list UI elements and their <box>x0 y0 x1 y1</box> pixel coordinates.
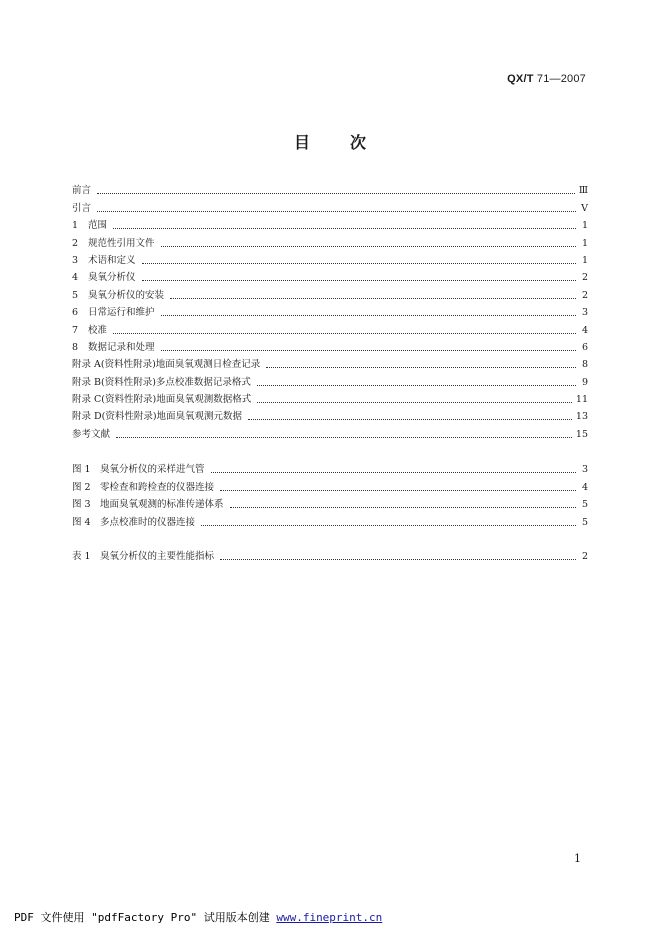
toc-entry-label: 臭氧分析仪的安装 <box>88 289 165 301</box>
toc-entry-number: 表 1 <box>72 551 91 563</box>
figure-entry[interactable] <box>72 494 588 511</box>
toc-entry[interactable] <box>72 389 588 406</box>
toc-entry[interactable] <box>72 354 588 371</box>
toc-entry-label: 多点校准时的仪器连接 <box>100 516 196 528</box>
toc-entry-page: Ⅴ <box>581 202 588 214</box>
dot-leader <box>211 471 576 473</box>
dot-leader <box>220 489 576 491</box>
dot-leader <box>142 279 576 281</box>
dot-leader <box>161 349 576 351</box>
toc-figures-list <box>72 459 588 529</box>
dot-leader <box>257 384 576 386</box>
dot-leader <box>113 227 576 229</box>
dot-leader <box>97 192 575 194</box>
dot-leader <box>220 558 576 560</box>
toc-entry-label: 臭氧分析仪 <box>88 272 136 284</box>
toc-entry-number: 8 <box>72 341 79 353</box>
toc-entry-number: 4 <box>72 272 79 284</box>
toc-entry-page: 1 <box>581 254 588 266</box>
toc-entry-number: 2 <box>72 237 79 249</box>
toc-entry[interactable] <box>72 319 588 336</box>
toc-entry-number: 3 <box>72 254 79 266</box>
toc-entry-page: 4 <box>581 481 588 493</box>
toc-entry-label: 前言 <box>72 185 92 197</box>
document-code <box>507 73 586 85</box>
toc-entry[interactable] <box>72 197 588 214</box>
title-char-1: 目 <box>293 133 312 152</box>
toc-entry-label: 臭氧分析仪的主要性能指标 <box>100 551 215 563</box>
figure-entry[interactable] <box>72 476 588 493</box>
toc-entry[interactable] <box>72 250 588 267</box>
toc-entry-page: 5 <box>581 499 588 511</box>
toc-entry[interactable] <box>72 267 588 284</box>
dot-leader <box>230 506 576 508</box>
toc-entry-label: 参考文献 <box>72 428 111 440</box>
toc-entry[interactable] <box>72 232 588 249</box>
toc-entry-page: 2 <box>581 272 588 284</box>
toc-entry[interactable] <box>72 302 588 319</box>
toc-entry[interactable] <box>72 337 588 354</box>
toc-entry[interactable] <box>72 284 588 301</box>
toc-entry-label: 零检查和跨检查的仪器连接 <box>100 481 215 493</box>
footer-link[interactable]: www.fineprint.cn <box>276 911 383 924</box>
toc-entry-page: 1 <box>581 237 588 249</box>
toc-entry-label: 附录 B(资料性附录)多点校准数据记录格式 <box>72 376 251 388</box>
toc-entry-label: 日常运行和维护 <box>88 307 155 319</box>
standard-number: 71—2007 <box>536 73 586 85</box>
toc-entry-number: 图 2 <box>72 481 91 493</box>
dot-leader <box>97 210 576 212</box>
dot-leader <box>170 297 576 299</box>
toc-entry[interactable] <box>72 406 588 423</box>
toc-tables-list <box>72 546 588 563</box>
toc-entry-number: 5 <box>72 289 79 301</box>
toc-entry-label: 臭氧分析仪的采样进气管 <box>100 464 205 476</box>
toc-entry-number: 图 3 <box>72 499 91 511</box>
toc-entry-page: 5 <box>581 516 588 528</box>
toc-entry-label: 附录 D(资料性附录)地面臭氧观测元数据 <box>72 411 243 423</box>
toc-entry-page: 13 <box>575 411 588 423</box>
toc-entry[interactable] <box>72 371 588 388</box>
toc-entry-page: 4 <box>581 324 588 336</box>
toc-entry-page: Ⅲ <box>578 185 588 197</box>
toc-entry-number: 6 <box>72 307 79 319</box>
toc-entry-page: 2 <box>581 551 588 563</box>
dot-leader <box>266 366 576 368</box>
dot-leader <box>142 262 576 264</box>
toc-entry-number: 图 4 <box>72 516 91 528</box>
dot-leader <box>201 524 576 526</box>
dot-leader <box>161 314 576 316</box>
dot-leader <box>161 245 576 247</box>
toc-entry-page: 3 <box>581 464 588 476</box>
toc-entry-number: 图 1 <box>72 464 91 476</box>
toc-main-list <box>72 180 588 441</box>
toc-entry-page: 8 <box>581 359 588 371</box>
standard-code: QX/T <box>507 73 534 85</box>
toc-entry-page: 15 <box>575 428 588 440</box>
toc-entry-label: 地面臭氧观测的标准传递体系 <box>100 499 224 511</box>
toc-entry-label: 术语和定义 <box>88 254 136 266</box>
page-title <box>0 130 662 153</box>
footer-text: PDF 文件使用 "pdfFactory Pro" 试用版本创建 <box>14 911 270 924</box>
toc-entry-label: 范围 <box>88 220 108 232</box>
toc-entry[interactable] <box>72 180 588 197</box>
toc-entry-label: 校准 <box>88 324 108 336</box>
figure-entry[interactable] <box>72 511 588 528</box>
toc-entry-label: 附录 C(资料性附录)地面臭氧观测数据格式 <box>72 394 252 406</box>
toc-entry-page: 9 <box>581 376 588 388</box>
toc-entry-number: 7 <box>72 324 79 336</box>
toc-entry-label: 规范性引用文件 <box>88 237 155 249</box>
toc-entry-page: 6 <box>581 341 588 353</box>
page-number: 1 <box>574 852 581 865</box>
pdf-footer <box>14 909 382 925</box>
toc-entry-label: 数据记录和处理 <box>88 341 155 353</box>
toc-entry-page: 11 <box>575 394 588 406</box>
toc-entry-page: 3 <box>581 307 588 319</box>
toc-entry[interactable] <box>72 215 588 232</box>
figure-entry[interactable] <box>72 459 588 476</box>
dot-leader <box>113 332 576 334</box>
table-entry[interactable] <box>72 546 588 563</box>
toc-entry-number: 1 <box>72 220 79 232</box>
dot-leader <box>248 418 572 420</box>
toc-entry[interactable] <box>72 423 588 440</box>
toc-entry-label: 附录 A(资料性附录)地面臭氧观测日检查记录 <box>72 359 261 371</box>
toc-entry-page: 1 <box>581 220 588 232</box>
toc-entry-page: 2 <box>581 289 588 301</box>
toc-entry-label: 引言 <box>72 202 92 214</box>
dot-leader <box>116 436 572 438</box>
dot-leader <box>257 401 572 403</box>
title-char-2: 次 <box>350 133 369 152</box>
